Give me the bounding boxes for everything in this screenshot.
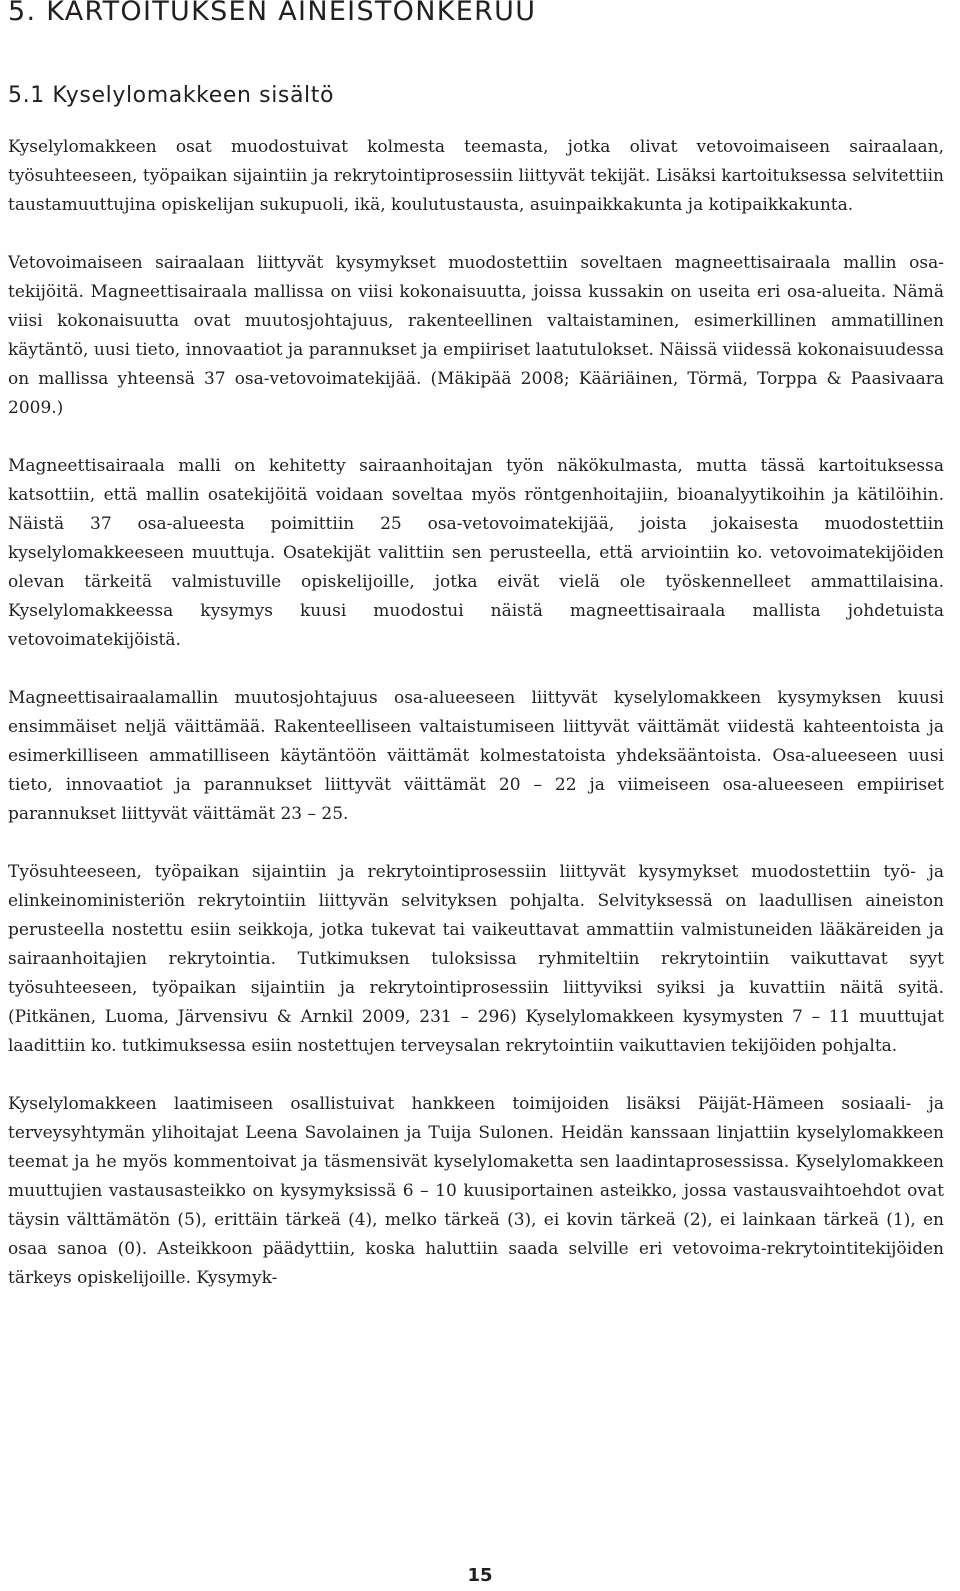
chapter-title: 5. KARTOITUKSEN AINEISTONKERUU: [8, 0, 537, 27]
paragraph: Työsuhteeseen, työpaikan sijaintiin ja rekrytointiprosessiin liittyvät kysymykset muodostettiin työ- ja elinkeinoministeriön rekrytointiin liittyvän selvityksen pohjalta. Selvityksessä on laadullisen aineiston perusteella nostettu esiin seikkoja, jotka tukevat tai vaikeuttavat ammattiin valmistuneiden lääkäreiden ja sairaanhoitajien rekrytointia. Tutkimuksen tuloksissa ryhmiteltiin rekrytointiin vaikuttavat syyt työsuhteeseen, työpaikan sijaintiin ja rekrytointiprosessiin liittyviksi syiksi ja kuvattiin näitä syitä. (Pitkänen, Luoma, Järvensivu & Arnkil 2009, 231 – 296) Kyselylomakkeen kysymysten 7 – 11 muuttujat laadittiin ko. tutkimuksessa esiin nostettujen terveysalan rekrytointiin vaikuttavien tekijöiden pohjalta.: [8, 862, 944, 1056]
paragraph: Magneettisairaala malli on kehitetty sairaanhoitajan työn näkökulmasta, mutta tässä kartoituksessa katsottiin, että mallin osatekijöitä voidaan soveltaa myös röntgenhoitajiin, bioanalyytikoihin ja kätilöihin. Näistä 37 osa-alueesta poimittiin 25 osa-vetovoimatekijää, joista jokaisesta muodostettiin kyselylomakkeeseen muuttuja. Osatekijät valittiin sen perusteella, että arviointiin ko. vetovoimatekijöiden olevan tärkeitä valmistuville opiskelijoille, jotka eivät vielä ole työskennelleet ammattilaisina. Kyselylomakkeessa kysymys kuusi muodostui näistä magneettisairaala mallista johdetuista vetovoimatekijöistä.: [8, 456, 944, 650]
paragraph: Vetovoimaiseen sairaalaan liittyvät kysymykset muodostettiin soveltaen magneettisairaala mallin osa-tekijöitä. Magneettisairaala mallissa on viisi kokonaisuutta, joissa kussakin on useita eri osa-alueita. Nämä viisi kokonaisuutta ovat muutosjohtajuus, rakenteellinen valtaistaminen, esimerkillinen ammatillinen käytäntö, uusi tieto, innovaatiot ja parannukset ja empiiriset laatutulokset. Näissä viidessä kokonaisuudessa on mallissa yhteensä 37 osa-vetovoimatekijää. (Mäkipää 2008; Kääriäinen, Törmä, Torppa & Paasivaara 2009.): [8, 253, 944, 418]
paragraph: Magneettisairaalamallin muutosjohtajuus osa-alueeseen liittyvät kyselylomakkeen kysymyksen kuusi ensimmäiset neljä väittämää. Rakenteelliseen valtaistumiseen liittyvät väittämät viidestä kahteentoista ja esimerkilliseen ammatilliseen käytäntöön väittämät kolmestatoista yhdeksääntoista. Osa-alueeseen uusi tieto, innovaatiot ja parannukset liittyvät väittämät 20 – 22 ja viimeiseen osa-alueeseen empiiriset parannukset liittyvät väittämät 23 – 25.: [8, 688, 944, 824]
section-title: 5.1 Kyselylomakkeen sisältö: [8, 83, 335, 108]
body-text: [8, 133, 944, 1293]
paragraph: Kyselylomakkeen laatimiseen osallistuivat hankkeen toimijoiden lisäksi Päijät-Hämeen sosiaali- ja terveysyhtymän ylihoitajat Leena Savolainen ja Tuija Sulonen. Heidän kanssaan linjattiin kyselylomakkeen teemat ja he myös kommentoivat ja täsmensivät kyselylomaketta sen laadintaprosessissa. Kyselylomakkeen muuttujien vastausasteikko on kysymyksissä 6 – 10 kuusiportainen asteikko, jossa vastausvaihtoehdot ovat täysin välttämätön (5), erittäin tärkeä (4), melko tärkeä (3), ei kovin tärkeä (2), ei lainkaan tärkeä (1), en osaa sanoa (0). Asteikkoon päädyttiin, koska haluttiin saada selville eri vetovoima-rekrytointitekijöiden tärkeys opiskelijoille. Kysymyk-: [8, 1094, 944, 1288]
paragraph: Kyselylomakkeen osat muodostuivat kolmesta teemasta, jotka olivat vetovoimaiseen sairaalaan, työsuhteeseen, työpaikan sijaintiin ja rekrytointiprosessiin liittyvät tekijät. Lisäksi kartoituksessa selvitettiin taustamuuttujina opiskelijan sukupuoli, ikä, koulutustausta, asuinpaikkakunta ja kotipaikkakunta.: [8, 137, 944, 215]
page-number: 15: [467, 1565, 493, 1586]
